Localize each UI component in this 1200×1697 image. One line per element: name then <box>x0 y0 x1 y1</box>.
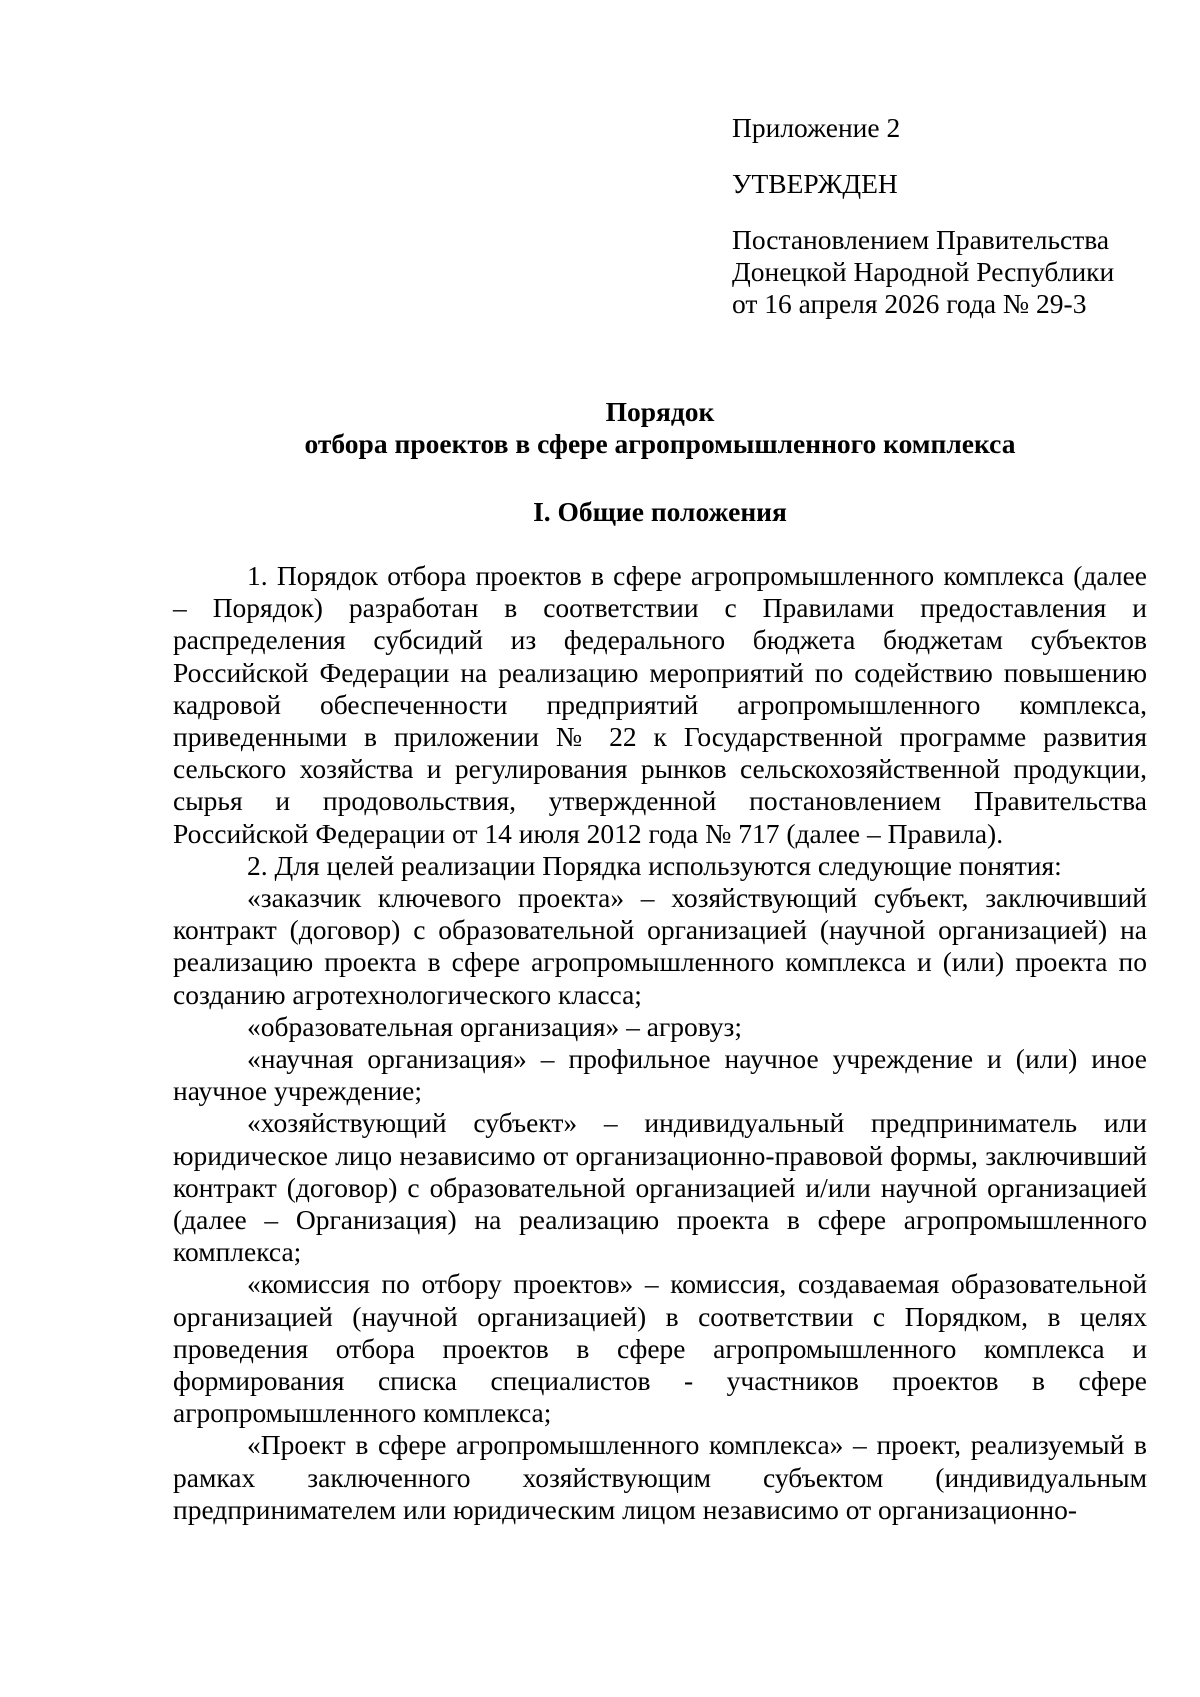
definition-educational-organization: «образовательная организация» – агровуз; <box>247 1010 743 1042</box>
section-heading: I. Общие положения <box>533 496 787 527</box>
decree-line-3: от 16 апреля 2026 года № 29-3 <box>732 288 1087 319</box>
decree-line-2: Донецкой Народной Республики <box>732 256 1115 287</box>
document-title <box>173 396 1147 460</box>
definition-selection-commission: «комиссия по отбору проектов» – комиссия, создаваемая образовательной организацией (научной организацией) в соответствии с Порядком, в целях проведения отбора проектов в сфере агропромышленного комплекса и формирования списка специалистов - участников проектов в сфере агропромышленного комплекса; <box>173 1268 1147 1429</box>
paragraph-1: 1. Порядок отбора проектов в сфере агропромышленного комплекса (далее – Порядок) разработан в соответствии с Правилами предоставления и распределения субсидий из федерального бюджета бюджетам субъектов Российской Федерации на реализацию мероприятий по содействию повышению кадровой обеспеченности предприятий агропромышленного комплекса, приведенными в приложении № 22 к Государственной программе развития сельского хозяйства и регулирования рынков сельскохозяйственной продукции, сырья и продовольствия, утвержденной постановлением Правительства Российской Федерации от 14 июля 2012 года № 717 (далее – Правила). <box>173 560 1147 849</box>
approved-label: УТВЕРЖДЕН <box>732 168 898 199</box>
definition-agro-project: «Проект в сфере агропромышленного комплекса» – проект, реализуемый в рамках заключенного хозяйствующим субъектом (индивидуальным предпринимателем или юридическим лицом независимо от организационно- <box>173 1429 1147 1525</box>
paragraph-2: 2. Для целей реализации Порядка используются следующие понятия: <box>247 849 1062 881</box>
title-line-2: отбора проектов в сфере агропромышленного комплекса <box>304 428 1016 459</box>
definition-scientific-organization: «научная организация» – профильное научное учреждение и (или) иное научное учреждение; <box>173 1043 1147 1107</box>
definition-key-project-customer: «заказчик ключевого проекта» – хозяйствующий субъект, заключивший контракт (договор) с образовательной организацией (научной организацией) на реализацию проекта в сфере агропромышленного комплекса и (или) проекта по созданию агротехнологического класса; <box>173 882 1147 1010</box>
approval-stamp-block <box>732 112 1172 320</box>
decree-line-1: Постановлением Правительства <box>732 224 1110 255</box>
definition-economic-entity: «хозяйствующий субъект» – индивидуальный предприниматель или юридическое лицо независимо от организационно-правовой формы, заключивший контракт (договор) с образовательной организацией и/или научной организацией (далее – Организация) на реализацию проекта в сфере агропромышленного комплекса; <box>173 1107 1147 1268</box>
document-body <box>173 560 1147 1526</box>
title-line-1: Порядок <box>605 396 715 427</box>
appendix-label: Приложение 2 <box>732 112 901 143</box>
